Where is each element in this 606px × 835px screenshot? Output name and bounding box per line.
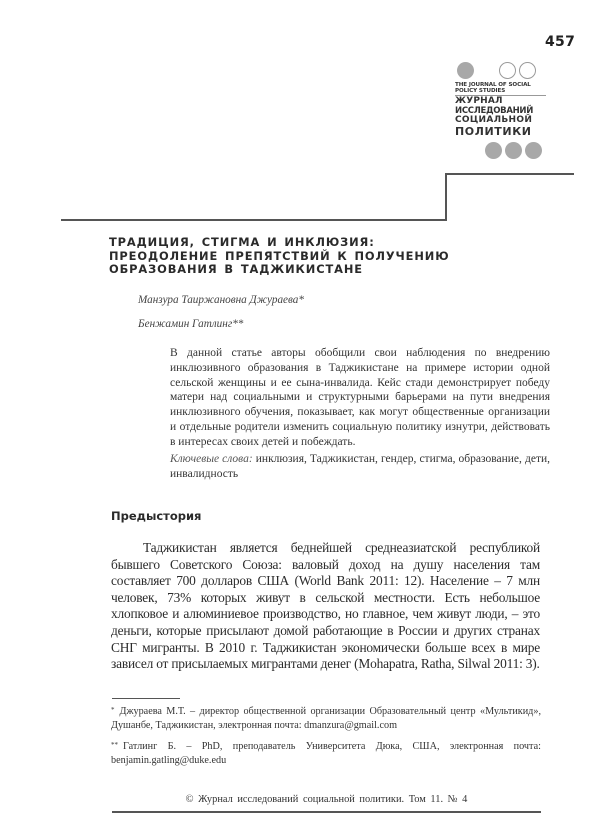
footnote-text: Гатлинг Б. – PhD, преподаватель Университета Дюка, США, электронная почта: benjamin.gatling@duke.edu: [111, 741, 541, 766]
logo-russian-line: ЖУРНАЛ: [455, 96, 503, 106]
logo-dot-ring: [499, 62, 516, 79]
logo-dot-filled: [485, 142, 502, 159]
title-line: ПРЕОДОЛЕНИЕ ПРЕПЯТСТВИЙ К ПОЛУЧЕНИЮ: [109, 248, 450, 263]
journal-logo: [455, 62, 560, 160]
author-2: Бенжамин Гатлинг**: [138, 318, 244, 330]
body-paragraph: Таджикистан является беднейшей среднеазиатской республикой бывшего Советского Союза: валовый доход на душу населения там составляет 700 долларов США (World Bank 2011: 12). Население – 7 млн человек, 73% которых живут в сельской местности. Есть небольшое хлопковое и алюминиевое производство, но главное, чем живут люди, – это деньги, которые присылают домой работающие в России и других странах СНГ мигранты. В 2010 г. Таджикистан экономически больше всех в мире зависел от присылаемых мигрантами денег (Mohapatra, Ratha, Silwal 2011: 3).: [111, 540, 540, 672]
footnote-mark: *: [111, 706, 115, 714]
logo-russian-name: [455, 97, 533, 138]
section-heading: Предыстория: [111, 509, 202, 523]
author-1: Манзура Таиржановна Джураева*: [138, 294, 304, 306]
logo-dot-filled: [505, 142, 522, 159]
footnote-1: [111, 705, 541, 732]
header-rule-bottom: [61, 219, 447, 221]
logo-russian-line: ИССЛЕДОВАНИЙ: [455, 105, 534, 116]
logo-dot-ring: [519, 62, 536, 79]
abstract: В данной статье авторы обобщили свои наблюдения по внедрению инклюзивного образования в Таджикистане на примере истории одной сельской женщины и ее сына-инвалида. Кейс стади демонстрирует победу матери над социальными и структурными барьерами на пути внедрения инклюзивного обучения, показывает, как могут общественные организации и отдельные родители изменить социальную политику изнутри, действовать в интересах своих детей и побеждать.: [170, 347, 550, 448]
article-title: [109, 236, 449, 277]
logo-english-name: [455, 82, 531, 95]
footnote-2: [111, 740, 541, 767]
page-number: 457: [545, 34, 576, 50]
keywords-list: инклюзия, Таджикистан, гендер, стигма, образование, дети, инвалидность: [170, 453, 550, 480]
logo-russian-line: СОЦИАЛЬНОЙ: [455, 115, 533, 125]
logo-dot-filled: [457, 62, 474, 79]
title-line: ОБРАЗОВАНИЯ В ТАДЖИКИСТАНЕ: [109, 262, 363, 276]
footnote-text: Джураева М.Т. – директор общественной организации Образовательный центр «Мультикид», Душанбе, Таджикистан, электронная почта: dmanzura@gmail.com: [111, 706, 541, 731]
header-rule-top: [446, 173, 574, 175]
logo-english-line: THE JOURNAL OF SOCIAL: [455, 82, 531, 88]
page-footer: © Журнал исследований социальной политики. Том 11. № 4: [185, 794, 468, 805]
footnote-mark: **: [111, 741, 118, 749]
keywords-label: Ключевые слова:: [170, 453, 253, 465]
header-rule-step: [445, 173, 447, 221]
logo-russian-line: ПОЛИТИКИ: [455, 124, 532, 138]
footer-rule: [112, 811, 541, 813]
footnote-divider: [112, 698, 180, 699]
keywords: [170, 452, 550, 482]
logo-dot-filled: [525, 142, 542, 159]
title-line: ТРАДИЦИЯ, СТИГМА И ИНКЛЮЗИЯ:: [109, 235, 375, 249]
logo-english-line: POLICY STUDIES: [455, 88, 506, 95]
